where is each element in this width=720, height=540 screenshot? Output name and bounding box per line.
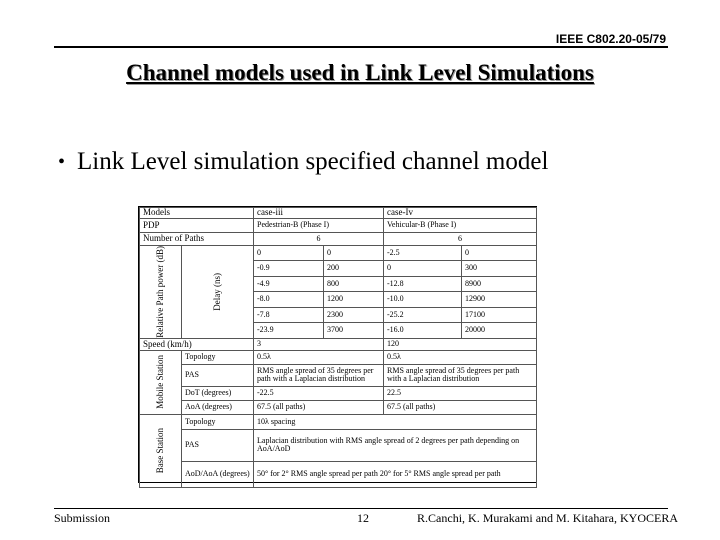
ms-pas-label: PAS: [182, 364, 254, 386]
channel-model-table: [138, 206, 537, 483]
path-power-iii: -4.9: [254, 276, 324, 291]
path-power-iii: -8.0: [254, 292, 324, 307]
dot-case-iii: -22.5: [254, 386, 384, 400]
bullet-text: Link Level simulation specified channel model: [77, 148, 549, 175]
footer-submission: Submission: [54, 511, 111, 525]
path-power-iii: -7.8: [254, 307, 324, 322]
path-delay-iii: 0: [324, 246, 384, 261]
path-delay-iii: 200: [324, 261, 384, 276]
path-delay-iv: 17100: [462, 307, 537, 322]
path-power-iv: -10.0: [384, 292, 462, 307]
path-power-iv: -16.0: [384, 323, 462, 338]
top-divider: [54, 46, 668, 48]
bs-pas-label: PAS: [182, 429, 254, 461]
path-power-iii: 0: [254, 246, 324, 261]
bs-topology-label: Topology: [182, 414, 254, 429]
path-delay-iii: 1200: [324, 292, 384, 307]
ms-pas-case-iv: RMS angle spread of 35 degrees per path with a Laplacian distribution: [384, 364, 537, 386]
aoa-case-iv: 67.5 (all paths): [384, 400, 537, 414]
path-power-iv: -2.5: [384, 246, 462, 261]
path-power-iv: 0: [384, 261, 462, 276]
path-power-iv: -25.2: [384, 307, 462, 322]
num-paths-label: Number of Paths: [140, 233, 254, 246]
path-delay-iii: 3700: [324, 323, 384, 338]
path-delay-iv: 8900: [462, 276, 537, 291]
speed-label: Speed (km/h): [140, 338, 254, 350]
num-paths-case-iii: 6: [254, 233, 384, 246]
bs-topology-value: 10λ spacing: [254, 414, 537, 429]
case-iv-header: case-Iv: [384, 208, 537, 219]
aod-label: AoD/AoA (degrees): [182, 461, 254, 487]
speed-case-iv: 120: [384, 338, 537, 350]
delay-label: Delay (ns): [182, 246, 254, 339]
dot-label: DoT (degrees): [182, 386, 254, 400]
path-power-iii: -0.9: [254, 261, 324, 276]
bullet-item: [58, 148, 548, 176]
aoa-label: AoA (degrees): [182, 400, 254, 414]
ms-topology-label: Topology: [182, 350, 254, 364]
base-station-label: Base Station: [140, 414, 182, 487]
path-delay-iv: 0: [462, 246, 537, 261]
aod-value: 50° for 2° RMS angle spread per path 20° for 5° RMS angle spread per path: [254, 461, 537, 487]
ms-pas-case-iii: RMS angle spread of 35 degrees per path with a Laplacian distribution: [254, 364, 384, 386]
path-delay-iii: 800: [324, 276, 384, 291]
num-paths-case-iv: 6: [384, 233, 537, 246]
pdp-case-iii: Pedestrian-B (Phase I): [254, 219, 384, 233]
bs-pas-value: Laplacian distribution with RMS angle spread of 2 degrees per path depending on AoA/AoD: [254, 429, 537, 461]
models-header: Models: [140, 208, 254, 219]
page-number: 12: [357, 511, 369, 525]
pdp-case-iv: Vehicular-B (Phase I): [384, 219, 537, 233]
aoa-case-iii: 67.5 (all paths): [254, 400, 384, 414]
path-delay-iii: 2300: [324, 307, 384, 322]
ms-topology-case-iii: 0.5λ: [254, 350, 384, 364]
speed-case-iii: 3: [254, 338, 384, 350]
path-delay-iv: 12900: [462, 292, 537, 307]
mobile-station-label: Mobile Station: [140, 350, 182, 414]
case-iii-header: case-iii: [254, 208, 384, 219]
path-power-iv: -12.8: [384, 276, 462, 291]
ms-topology-case-iv: 0.5λ: [384, 350, 537, 364]
path-delay-iv: 300: [462, 261, 537, 276]
bullet-icon: •: [58, 150, 66, 173]
path-power-iii: -23.9: [254, 323, 324, 338]
slide-title: Channel models used in Link Level Simulations: [126, 60, 594, 85]
pdp-label: PDP: [140, 219, 254, 233]
dot-case-iv: 22.5: [384, 386, 537, 400]
document-id: IEEE C802.20-05/79: [555, 32, 666, 46]
path-delay-iv: 20000: [462, 323, 537, 338]
relative-path-power-label: Relative Path power (dB): [140, 246, 182, 339]
bottom-divider: [54, 508, 668, 509]
footer-authors: R.Canchi, K. Murakami and M. Kitahara, KYOCERA: [417, 511, 678, 525]
